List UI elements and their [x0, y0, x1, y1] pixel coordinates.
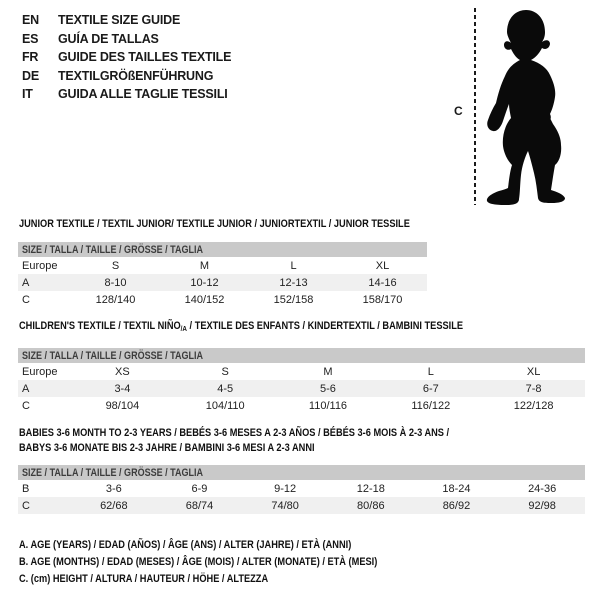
junior-size-table	[18, 242, 427, 308]
language-row	[22, 48, 231, 67]
language-code: FR	[22, 50, 39, 65]
table-cell: 110/116	[308, 399, 348, 412]
babies-size-table	[18, 465, 585, 514]
table-cell: 158/170	[362, 293, 403, 306]
legend-line	[19, 571, 446, 588]
table-cell: L	[290, 259, 297, 272]
table-cell: 6-9	[191, 482, 208, 495]
language-title-block	[22, 11, 231, 104]
table-cell: 12-13	[249, 274, 338, 291]
legend-line	[19, 554, 446, 571]
table-cell: XS	[115, 365, 130, 378]
size-header-cell	[18, 348, 585, 363]
language-code: ES	[22, 31, 39, 46]
table-cell: 4-5	[174, 380, 277, 397]
table-row	[18, 380, 585, 397]
size-header-cell	[18, 465, 585, 480]
children-title-post: / TEXTILE DES ENFANTS / KINDERTEXTIL / BAMBINI TESSILE	[186, 320, 464, 332]
table-row	[18, 257, 427, 274]
table-cell: 7-8	[482, 380, 585, 397]
size-header-text: SIZE / TALLA / TAILLE / GRÖSSE / TAGLIA	[22, 349, 204, 362]
row-label: Europe	[22, 365, 58, 378]
table-cell: 62/68	[71, 497, 157, 514]
table-cell: 9-12	[274, 482, 297, 495]
table-cell: 80/86	[328, 497, 414, 514]
table-row	[18, 291, 427, 308]
table-cell: 122/128	[513, 399, 554, 412]
legend-line-text: C. (cm) HEIGHT / ALTURA / HAUTEUR / HÖHE / ALTEZZA	[19, 573, 269, 585]
row-label: C	[22, 293, 30, 306]
table-cell: XL	[526, 365, 541, 378]
height-marker-label: C	[454, 104, 463, 118]
language-row	[22, 67, 231, 86]
table-cell: 68/74	[157, 497, 243, 514]
children-title-subscript: /A	[180, 324, 187, 333]
table-cell: 104/110	[205, 399, 245, 412]
size-header-row	[18, 465, 585, 480]
table-cell: 140/152	[184, 293, 225, 306]
size-header-row	[18, 242, 427, 257]
row-label: Europe	[22, 259, 58, 272]
table-cell: 116/122	[411, 399, 451, 412]
language-row	[22, 85, 231, 104]
legend-line-text: B. AGE (MONTHS) / EDAD (MESES) / ÂGE (MOIS) / ALTER (MONATE) / ETÀ (MESI)	[19, 556, 378, 568]
table-cell: 18-24	[442, 482, 471, 495]
table-cell: 6-7	[379, 380, 482, 397]
legend-line-text: A. AGE (YEARS) / EDAD (AÑOS) / ÂGE (ANS) / ALTER (JAHRE) / ETÀ (ANNI)	[19, 539, 352, 551]
children-title-pre: CHILDREN'S TEXTILE / TEXTIL NIÑO	[19, 320, 181, 332]
table-cell: 24-36	[528, 482, 557, 495]
babies-title-line2: BABYS 3-6 MONATE BIS 2-3 JAHRE / BAMBINI 3-6 MESI A 2-3 ANNI	[19, 442, 315, 454]
size-header-text: SIZE / TALLA / TAILLE / GRÖSSE / TAGLIA	[22, 243, 204, 256]
table-cell: 92/98	[499, 497, 585, 514]
toddler-silhouette-image	[478, 4, 593, 214]
babies-title-line1: BABIES 3-6 MONTH TO 2-3 YEARS / BEBÉS 3-6 MESES A 2-3 AÑOS / BÉBÉS 3-6 MOIS À 2-3 ANS /	[19, 427, 450, 439]
language-guide-title: TEXTILGRÖßENFÜHRUNG	[58, 68, 214, 83]
language-code: IT	[22, 87, 33, 102]
language-guide-title: GUÍA DE TALLAS	[58, 31, 159, 46]
measurement-legend	[19, 537, 446, 588]
children-section-title-text	[19, 320, 463, 332]
table-cell: 128/140	[95, 293, 136, 306]
height-measure-dashed-line	[474, 8, 476, 205]
table-cell: S	[221, 365, 229, 378]
table-cell: M	[199, 259, 210, 272]
row-label: A	[18, 274, 71, 291]
table-cell: XL	[375, 259, 390, 272]
table-row	[18, 274, 427, 291]
children-section-title	[19, 320, 548, 332]
table-row	[18, 480, 585, 497]
junior-section-title-text: JUNIOR TEXTILE / TEXTIL JUNIOR/ TEXTILE JUNIOR / JUNIORTEXTIL / JUNIOR TESSILE	[19, 218, 410, 230]
children-size-table	[18, 348, 585, 414]
junior-section-title	[19, 218, 484, 230]
language-guide-title: GUIDE DES TAILLES TEXTILE	[58, 50, 232, 65]
table-cell: 14-16	[338, 274, 427, 291]
language-guide-title: TEXTILE SIZE GUIDE	[58, 13, 181, 27]
table-cell: 8-10	[71, 274, 160, 291]
row-label: B	[22, 482, 30, 495]
size-header-row	[18, 348, 585, 363]
language-code: EN	[22, 13, 39, 27]
table-cell: 10-12	[160, 274, 249, 291]
language-row	[22, 11, 231, 30]
table-cell: 12-18	[356, 482, 385, 495]
size-header-cell	[18, 242, 427, 257]
table-cell: 74/80	[242, 497, 328, 514]
table-cell: 3-6	[105, 482, 122, 495]
babies-section-title	[19, 426, 531, 456]
row-label: C	[18, 497, 71, 514]
size-header-text: SIZE / TALLA / TAILLE / GRÖSSE / TAGLIA	[22, 466, 204, 479]
table-cell: M	[323, 365, 333, 378]
table-cell: L	[427, 365, 434, 378]
language-guide-title: GUIDA ALLE TAGLIE TESSILI	[58, 87, 228, 102]
language-row	[22, 30, 231, 49]
table-cell: 152/158	[273, 293, 314, 306]
row-label: A	[18, 380, 71, 397]
legend-line	[19, 537, 446, 554]
table-cell: 5-6	[277, 380, 380, 397]
table-row	[18, 497, 585, 514]
table-cell: 98/104	[105, 399, 140, 412]
table-cell: S	[111, 259, 120, 272]
table-row	[18, 397, 585, 414]
row-label: C	[22, 399, 30, 412]
table-cell: 86/92	[414, 497, 500, 514]
language-code: DE	[22, 68, 39, 83]
table-row	[18, 363, 585, 380]
table-cell: 3-4	[71, 380, 174, 397]
